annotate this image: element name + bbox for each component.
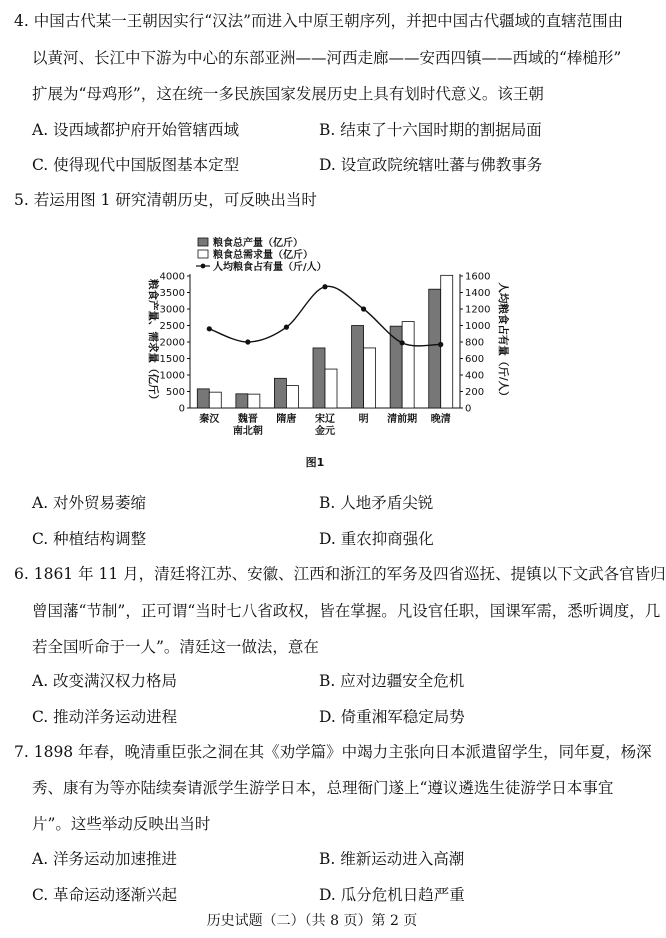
q7-stem-line-3: 片”。这些举动反映出当时 [32,815,211,833]
bar-production [236,394,248,408]
y2-tick-label: 400 [465,370,485,382]
x-tick-label: 明 [358,414,369,425]
x-tick-label: 秦汉 [199,414,220,425]
y-tick-label: 4000 [159,271,185,283]
legend-label-production: 粮食总产量（亿斤） [213,238,303,249]
figure-caption: 图1 [305,456,325,469]
q7-option-a: A. 洋务运动加速推进 [32,850,178,868]
q6-option-c: C. 推动洋务运动进程 [32,708,178,726]
point-per-capita [207,326,212,331]
y-tick-label: 3000 [159,304,185,316]
q7-option-c: C. 革命运动逐渐兴起 [32,886,178,904]
bar-production [429,289,441,408]
bar-demand [209,392,221,408]
bar-demand [364,348,376,408]
y2-axis-title: 人均粮食占有量（斤/人） [497,282,509,402]
q7-option-d: D. 瓜分危机日趋严重 [319,886,465,904]
bar-production [313,348,325,408]
q4-option-d: D. 设宣政院统辖吐蕃与佛教事务 [319,156,543,174]
q7-stem-line-2: 秀、康有为等亦陆续奏请派学生游学日本，总理衙门遂上“遵议遴选生徒游学日本事宜 [32,779,614,797]
bar-demand [286,386,298,408]
bar-demand [325,369,337,408]
point-per-capita [400,340,405,345]
y2-tick-label: 0 [465,403,472,415]
y2-tick-label: 800 [465,337,485,349]
x-tick-label: 隋唐 [276,414,297,425]
bar-demand [402,322,414,408]
bar-demand [441,275,453,408]
bar-production [197,389,209,408]
bar-demand [248,394,260,408]
legend-marker-per-capita [201,264,206,269]
y2-tick-label: 1600 [465,271,491,283]
page-footer: 历史试题（二）（共 8 页）第 2 页 [206,913,418,929]
x-tick-label: 清前期 [387,414,418,425]
x-tick-label: 金元 [315,426,335,437]
figure-1-chart [147,232,530,472]
q5-option-b: B. 人地矛盾尖锐 [319,494,434,512]
y-tick-label: 1000 [159,370,185,382]
y-tick-label: 0 [178,403,185,415]
q7-stem-line-1: 7. 1898 年春，晚清重臣张之洞在其《劝学篇》中竭力主张向日本派遣留学生，同年夏，杨深 [14,743,652,761]
q4-stem-line-2: 以黄河、长江中下游为中心的东部亚洲——河西走廊——安西四镇——西域的“棒槌形” [32,49,622,67]
bar-production [352,326,364,409]
y-tick-label: 2000 [159,337,185,349]
legend-label-per-capita: 人均粮食占有量（斤/人） [213,262,327,273]
x-tick-label: 魏晋 [237,414,258,425]
y2-tick-label: 1400 [465,288,491,299]
point-per-capita [438,342,443,347]
point-per-capita [322,284,327,289]
y2-tick-label: 600 [465,354,485,365]
y-tick-label: 1500 [159,354,185,365]
q6-option-a: A. 改变满汉权力格局 [32,672,178,690]
y-tick-label: 500 [165,387,185,398]
q4-option-a: A. 设西域都护府开始管辖西域 [32,121,240,139]
x-tick-label: 晚清 [430,414,451,425]
q6-stem-line-2: 曾国藩“节制”，正可谓“当时七八省政权，皆在掌握。凡设官任职，国课军需，悉听调度，几 [32,602,661,620]
q5-option-a: A. 对外贸易萎缩 [32,494,147,512]
legend-label-demand: 粮食总需求量（亿斤） [213,250,313,261]
q4-stem-line-3: 扩展为“母鸡形”，这在统一多民族国家发展历史上具有划时代意义。该王朝 [32,85,544,103]
legend-swatch-production [198,238,208,246]
q6-option-d: D. 倚重湘军稳定局势 [319,708,465,726]
q7-option-b: B. 维新运动进入高潮 [319,850,465,868]
q5-stem: 5. 若运用图 1 研究清朝历史，可反映出当时 [14,191,317,209]
x-tick-label: 宋辽 [315,414,335,425]
point-per-capita [284,325,289,330]
q4-stem-line-1: 4. 中国古代某一王朝因实行“汉法”而进入中原王朝序列，并把中国古代疆域的直辖范围由 [14,12,624,30]
y2-tick-label: 1200 [465,304,491,316]
q6-stem-line-1: 6. 1861 年 11 月，清廷将江苏、安徽、江西和浙江的军务及四省巡抚、提镇以下文武各官皆归 [14,565,666,583]
x-tick-label: 南北朝 [232,426,263,437]
legend-swatch-demand [198,250,208,258]
q5-option-d: D. 重农抑商强化 [319,530,434,548]
q5-option-c: C. 种植结构调整 [32,530,147,548]
q6-option-b: B. 应对边疆安全危机 [319,672,465,690]
q6-stem-line-3: 若全国听命于一人”。清廷这一做法，意在 [32,638,319,656]
y-tick-label: 2500 [159,321,185,332]
q4-option-b: B. 结束了十六国时期的割据局面 [319,121,542,139]
point-per-capita [245,339,250,344]
y2-tick-label: 1000 [465,321,491,332]
y-tick-label: 3500 [159,288,185,299]
point-per-capita [361,306,366,311]
q4-option-c: C. 使得现代中国版图基本定型 [32,156,240,174]
y2-tick-label: 200 [465,387,485,398]
y-axis-title: 粮食产量、需求量（亿斤） [147,279,159,405]
bar-production [274,378,286,408]
